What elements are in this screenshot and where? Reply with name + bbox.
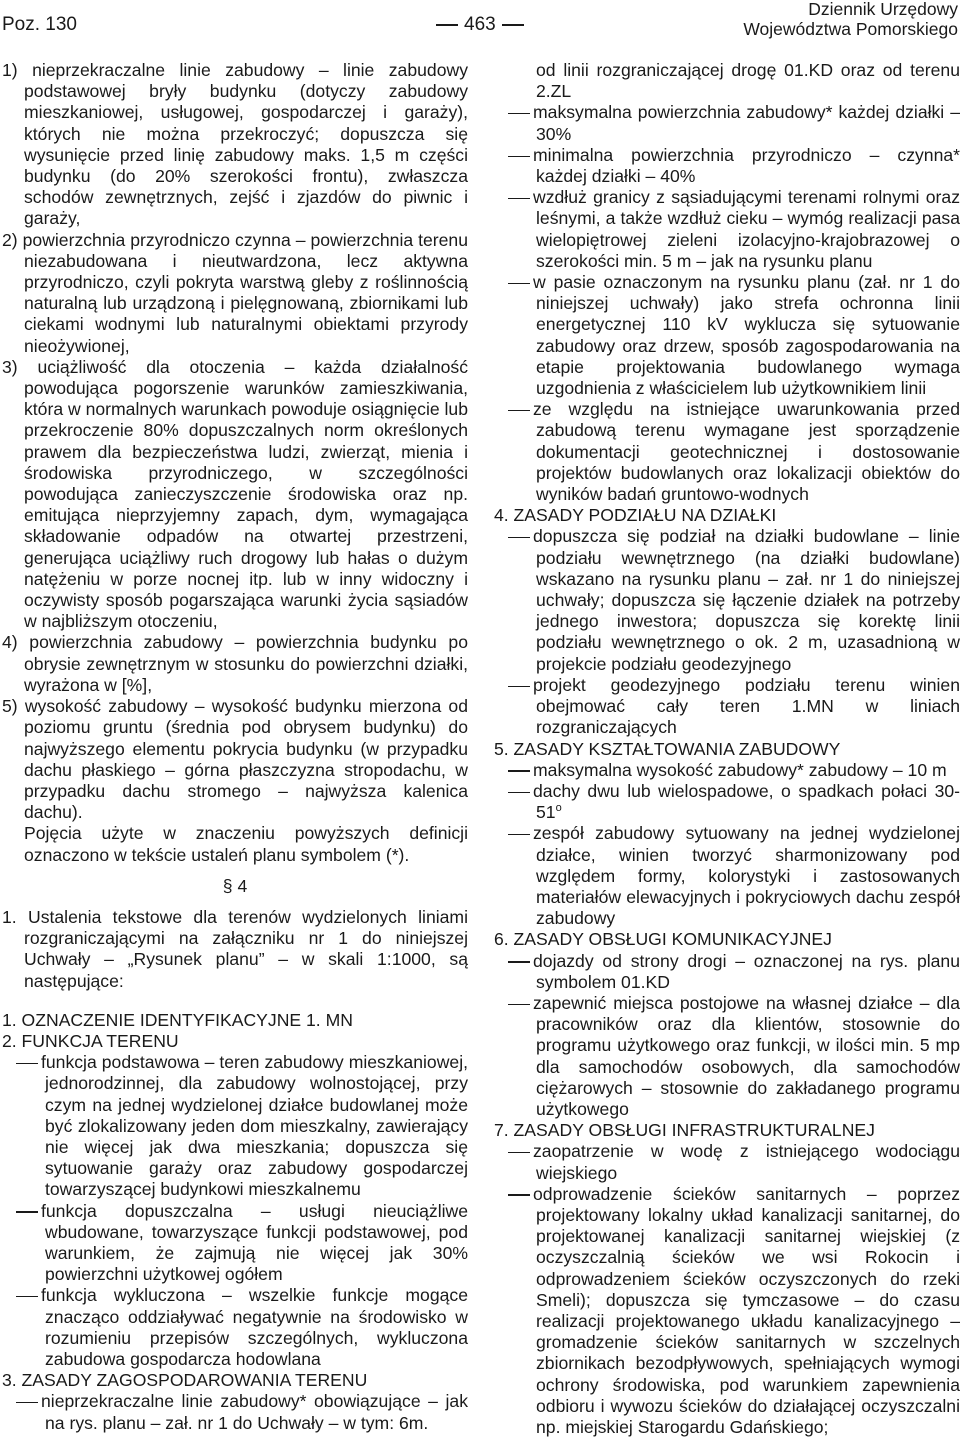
rule-geotechnical: ze względu na istniejące uwarunkowania przed zabudową terenu wymagane jest sporządzenie dokumentacji geotechnicznej i dostosowanie projektów budowlanych oraz lokalizacji obiektów do wyników badań gruntowo-wodnych: [494, 399, 960, 505]
definitions-note: Pojęcia użyte w znaczeniu powyższych definicji oznaczono w tekście ustaleń planu symbolem (*).: [24, 823, 468, 865]
left-column: [2, 60, 468, 1434]
page-number-dash-left: [436, 24, 458, 26]
spacer: [2, 992, 468, 1010]
transport-rule-access: dojazdy od strony drogi – oznaczonej na rys. planu symbolem 01.KD: [494, 951, 960, 993]
rule-power-line-zone: w pasie oznaczonym na rysunku planu (zał. nr 1 do niniejszej uchwały) jako strefa ochronna linii energetycznej 110 kV wyklucza się sytuowanie zabudowy oraz drzew, sposób zagospodarowania na etapie projektowania budowlanego wymaga uzgodnienia z właścicielem lub użytkownikiem linii: [494, 272, 960, 399]
form-rule-roofs: [494, 781, 960, 823]
division-rule-2: projekt geodezyjnego podziału terenu winien obejmować cały teren 1.MN w liniach rozgraniczających: [494, 675, 960, 739]
form-rule-ensemble: zespół zabudowy sytuowany na jednej wydzielonej działce, winien tworzyć sharmonizowany pod względem formy, kolorystyki i zastosowanych materiałów elewacyjnych i pokryciowych dachu zespół zabudowy: [494, 823, 960, 929]
page-number: [430, 14, 530, 35]
infrastructure-sewage: odprowadzenie ścieków sanitarnych – poprzez projektowany lokalny układ kanalizacji sanitarnej, do projektowanej kanalizacji sanitarnej wiejskiej (z oczyszczalnią ścieków we wsi Rokocin i odprowadzeniem ścieków oczyszczonych do rzeki Smeli); dopuszcza się tymczasowe – do czasu realizacji projektowanego układu kanalizacyjnego – gromadzenie ścieków sanitarnych w szczelnych zbiornikach bezodpływowych, spełniających wymogi ochrony środowiska, pod warunkiem zapewnienia odbioru i wywozu ścieków do działającej oczyszczalni np. miejskiej Starogardu Gdańskiego;: [494, 1184, 960, 1438]
journal-title: [743, 0, 958, 39]
function-primary: funkcja podstawowa – teren zabudowy mieszkaniowej, jednorodzinnej, dla zabudowy wolnostojącej, przy czym na jednej wydzielonej działce budowlanej może być zlokalizowany jeden dom mieszkalny, zawierający nie więcej jak dwa mieszkania; dopuszcza się sytuowanie garaży oraz zabudowy gospodarczej towarzyszącej budynkowi mieszkalnemu: [2, 1052, 468, 1200]
rule-min-green-area: minimalna powierzchnia przyrodniczo – czynna* każdej działki – 40%: [494, 145, 960, 187]
page-number-text: 463: [464, 14, 496, 35]
definition-item-5: 5) wysokość zabudowy – wysokość budynku mierzona od poziomu gruntu (średnia pod obrysem budynku) do najwyższego elementu pokrycia budynku (w przypadku dachu płaskiego – górna płaszczyzna stropodachu, w przypadku dachu stromego – najwyższa kalenica dachu).: [2, 696, 468, 823]
right-column: [494, 60, 960, 1438]
infrastructure-water: zaopatrzenie w wodę z istniejącego wodociągu wiejskiego: [494, 1141, 960, 1183]
heading-development-rules: 3. ZASADY ZAGOSPODAROWANIA TERENU: [2, 1370, 368, 1391]
heading-function: 2. FUNKCJA TERENU: [2, 1030, 179, 1051]
heading-plot-division: 4. ZASADY PODZIAŁU NA DZIAŁKI: [494, 505, 777, 526]
definition-item-2: 2) powierzchnia przyrodniczo czynna – powierzchnia terenu niezabudowana i nieutwardzona, lecz aktywna przyrodniczo, czyli pokryta warstwą gleby z roślinnością naturalną lub urządzoną i pielęgnowaną, zbiornikami lub ciekami wodnymi lub naturalnymi obiektami przyrody nieożywionej,: [2, 229, 468, 356]
page-header: [0, 0, 960, 48]
journal-title-line1: Dziennik Urzędowy: [808, 0, 958, 19]
rule-building-lines: nieprzekraczalne linie zabudowy* obowiązujące – jak na rys. planu – zał. nr 1 do Uchwały – w tym: 6m.: [2, 1391, 468, 1433]
section-intro: 1. Ustalenia tekstowe dla terenów wydzielonych liniami rozgraniczającymi na załączniku nr 1 do niniejszej Uchwały – „Rysunek planu” – w skali 1:1000, są następujące:: [2, 906, 468, 991]
section-sign: § 4: [222, 875, 248, 896]
division-rule-1: dopuszcza się podział na działki budowlane – linie podziału wewnętrznego (na działki budowlane) wskazano na rysunku planu – zał. nr 1 do niniejszej uchwały; dopuszcza się łączenie działek na potrzeby jednego inwestora; dopuszcza się korektę linii podziału wewnętrznego o ok. 2 m, uzasadnioną w projekcie podziału geodezyjnego: [494, 526, 960, 674]
definition-item-1: 1) nieprzekraczalne linie zabudowy – linie zabudowy podstawowej bryły budynku (dotyczy zabudowy mieszkaniowej, usługowej, gospodarczej i garaży), których nie można przekroczyć; dopuszcza się wysunięcie przed linię zabudowy maks. 1,5 m części budynku (do 20% szerokości frontu), zwłaszcza schodów zewnętrznych, zejść i zjazdów do piwnic i garaży,: [2, 60, 468, 229]
function-allowed: funkcja dopuszczalna – usługi nieuciążliwe wbudowane, towarzyszące funkcji podstawowej, pod warunkiem, że zajmują nie więcej jak 30% powierzchni użytkowej ogółem: [2, 1201, 468, 1286]
transport-rule-parking: zapewnić miejsca postojowe na własnej działce – dla pracowników oraz dla klientów, stosownie do programu użytkowego oraz funkcji, w ilości min. 5 mp dla samochodów osobowych, dla samochodów ciężarowych – stosownie do zakładanego programu użytkowego: [494, 993, 960, 1120]
position-number: Poz. 130: [2, 14, 77, 35]
heading-identification: 1. OZNACZENIE IDENTYFIKACYJNE 1. MN: [2, 1009, 353, 1030]
page-number-dash-right: [502, 24, 524, 26]
function-excluded: funkcja wykluczona – wszelkie funkcje mogące znacząco oddziaływać negatywnie na środowisko w rozumieniu przepisów szczególnych, wykluczona zabudowa gospodarcza hodowlana: [2, 1285, 468, 1370]
heading-building-form: 5. ZASADY KSZTAŁTOWANIA ZABUDOWY: [494, 738, 841, 759]
heading-transport: 6. ZASADY OBSŁUGI KOMUNIKACYJNEJ: [494, 929, 832, 950]
degree-sign: o: [555, 802, 562, 815]
rule-building-lines-continued: od linii rozgraniczającej drogę 01.KD oraz od terenu 2.ZL: [536, 60, 960, 102]
form-rule-height: maksymalna wysokość zabudowy* zabudowy – 10 m: [494, 760, 960, 781]
journal-title-line2: Województwa Pomorskiego: [743, 19, 958, 39]
rule-green-belt: wzdłuż granicy z sąsiadującymi terenami rolnymi oraz leśnymi, a także wzdłuż cieku – wymóg realizacji pasa wielopiętrowej zieleni izolacyjno-krajobrazowej o szerokości min. 5 m – jak na rysunku planu: [494, 187, 960, 272]
definition-item-4: 4) powierzchnia zabudowy – powierzchnia budynku po obrysie zewnętrznym w stosunku do powierzchni działki, wyrażona w [%],: [2, 632, 468, 695]
form-rule-roofs-text: dachy dwu lub wielospadowe, o spadkach połaci 30-51: [533, 780, 960, 823]
heading-infrastructure: 7. ZASADY OBSŁUGI INFRASTRUKTURALNEJ: [494, 1120, 875, 1141]
rule-max-built-area: maksymalna powierzchnia zabudowy* każdej działki – 30%: [494, 102, 960, 144]
definition-item-3: 3) uciążliwość dla otoczenia – każda działalność powodująca pogorszenie warunków zamieszkiwania, która w normalnych warunkach powoduje osiągnięcie lub przekroczenie 80% dopuszczalnych norm określonych prawem dla bezpieczeństwa ludzi, zwierząt, mienia i środowiska przyrodniczego, w szczególności powodująca zanieczyszczenie środowiska oraz np. emitująca nieprzyjemny zapach, dym, wymagająca składowanie odpadów na otwartej przestrzeni, generująca uciążliwy ruch drogowy lub hałas o dużym natężeniu w porze nocnej itp. lub w inny widoczny i oczywisty sposób pogarszająca warunki życia sąsiadów w najbliższym otoczeniu,: [2, 356, 469, 632]
